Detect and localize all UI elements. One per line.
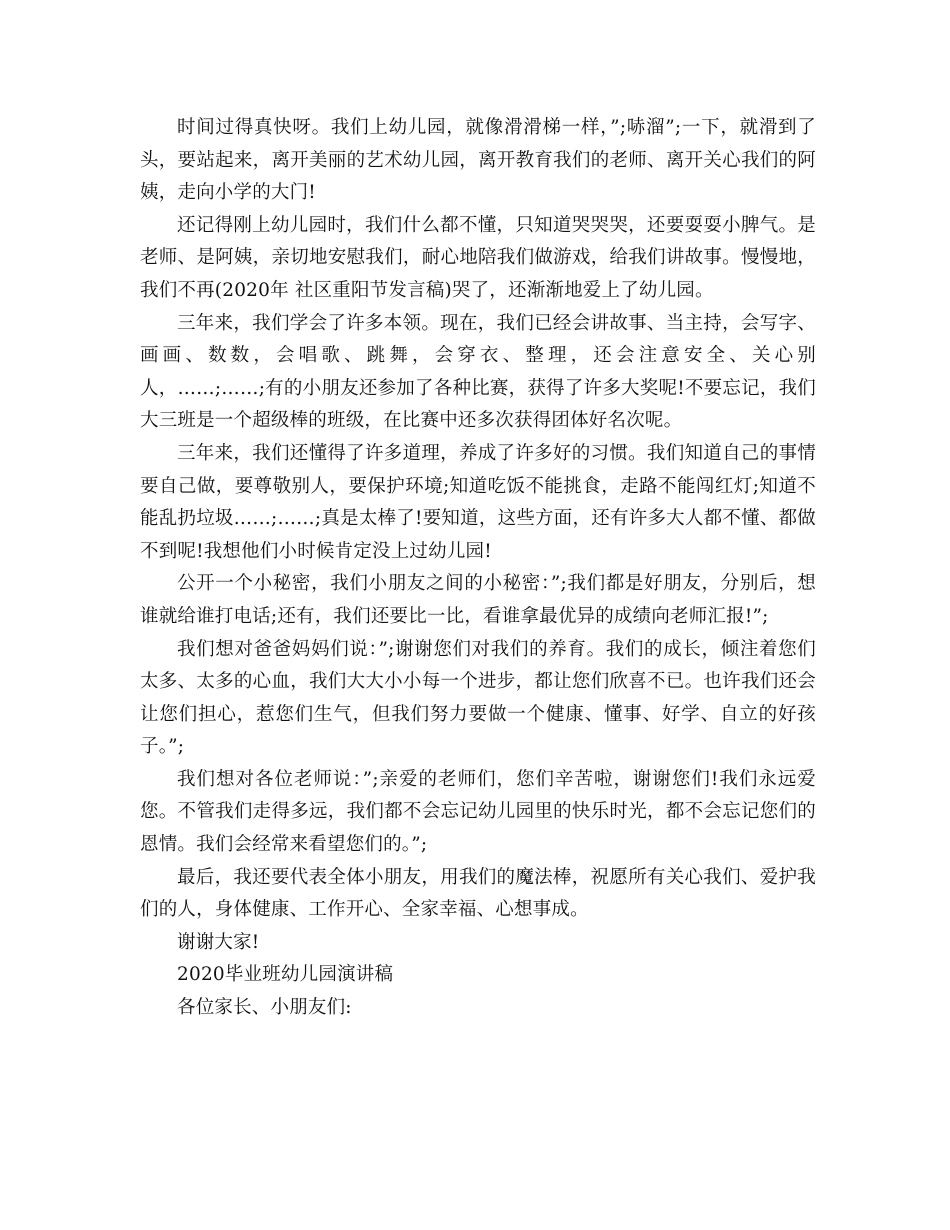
thanks-line: 谢谢大家! [177, 931, 260, 953]
paragraph-to-parents: 我们想对爸爸妈妈们说：”;谢谢您们对我们的养育。我们的成长，倾注着您们太多、太多的心血，我们大大小小每一个进步，都让您们欣喜不已。也许我们还会让您们担心，惹您们生气，但我们努力要做一个健康、懂事、好学、自立的好孩子。”; [140, 638, 816, 758]
greeting-line: 各位家长、小朋友们: [177, 997, 352, 1019]
next-speech-title: 2020毕业班幼儿园演讲稿 [177, 964, 394, 986]
paragraph-skills-learned: 三年来，我们学会了许多本领。现在，我们已经会讲故事、当主持，会写字、画画、数数，会唱歌、跳舞，会穿衣、整理，还会注意安全、关心别人，……;……;有的小朋友还参加了各种比赛，获得了许多大奖呢!不要忘记，我们大三班是一个超级棒的班级，在比赛中还多次获得团体好名次呢。 [140, 312, 816, 432]
paragraph-secret: 公开一个小秘密，我们小朋友之间的小秘密：”;我们都是好朋友，分别后，想谁就给谁打电话;还有，我们还要比一比，看谁拿最优异的成绩向老师汇报!”; [140, 573, 816, 627]
paragraph-time-flies: 时间过得真快呀。我们上幼儿园，就像滑滑梯一样，”;哧溜”;一下，就滑到了头，要站起来，离开美丽的艺术幼儿园，离开教育我们的老师、离开关心我们的阿姨，走向小学的大门! [140, 117, 816, 204]
paragraph-good-habits: 三年来，我们还懂得了许多道理，养成了许多好的习惯。我们知道自己的事情要自己做，要尊敬别人，要保护环境;知道吃饭不能挑食，走路不能闯红灯;知道不能乱扔垃圾……;……;真是太棒了!要知道，这些方面，还有许多大人都不懂、都做不到呢!我想他们小时候肯定没上过幼儿园! [140, 442, 816, 562]
paragraph-to-teachers: 我们想对各位老师说：”;亲爱的老师们，您们辛苦啦，谢谢您们!我们永远爱您。不管我们走得多远，我们都不会忘记幼儿园里的快乐时光，都不会忘记您们的恩情。我们会经常来看望您们的。”; [140, 768, 816, 856]
paragraph-first-days: 还记得刚上幼儿园时，我们什么都不懂，只知道哭哭哭，还要耍耍小脾气。是老师、是阿姨，亲切地安慰我们，耐心地陪我们做游戏，给我们讲故事。慢慢地，我们不再(2020年 社区重阳节发言稿)哭了，还渐渐地爱上了幼儿园。 [140, 214, 816, 301]
paragraph-closing-wishes: 最后，我还要代表全体小朋友，用我们的魔法棒，祝愿所有关心我们、爱护我们的人，身体健康、工作开心、全家幸福、心想事成。 [140, 866, 816, 921]
document-body [140, 112, 816, 1025]
